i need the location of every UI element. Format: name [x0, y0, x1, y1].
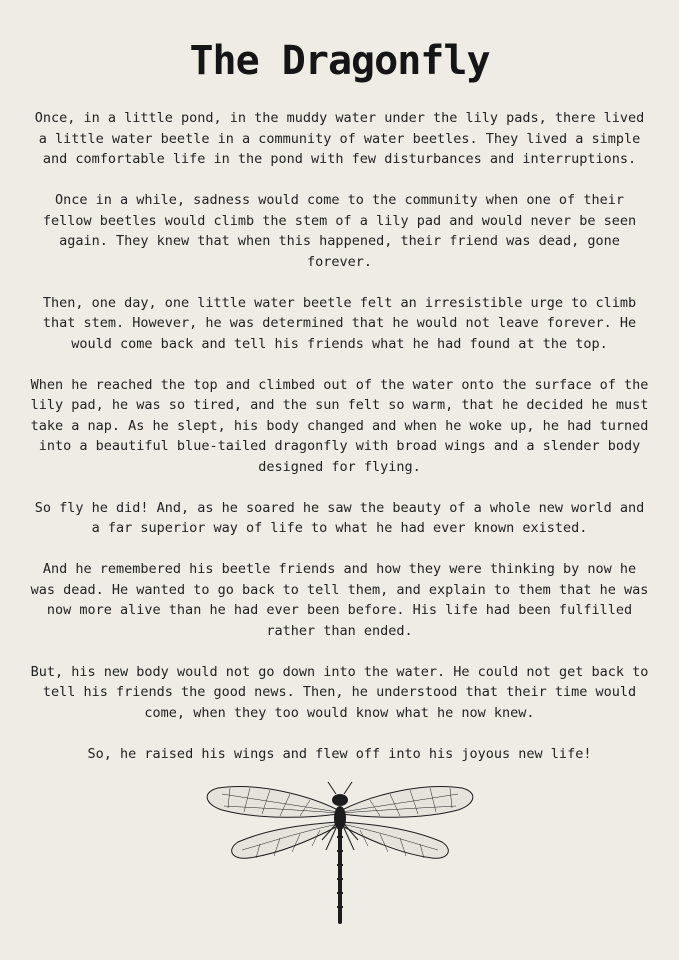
paragraph-1: Once, in a little pond, in the muddy water under the lily pads, there lived a little water beetle in a community of water beetles. They lived a simple and comfortable life in the pond with few disturbances and interruptions.	[34, 110, 645, 167]
page-title: The Dragonfly	[189, 38, 490, 84]
story-body	[30, 108, 649, 785]
paragraph-2: Once in a while, sadness would come to the community when one of their fellow beetles would climb the stem of a lily pad and would never be seen again. They knew that when this happened, their friend was dead, gone forever.	[42, 192, 637, 270]
paragraph-6: And he remembered his beetle friends and how they were thinking by now he was dead. He wanted to go back to tell them, and explain to them that he was now more alive than he had ever been before. His life had been fulfilled rather than ended.	[30, 561, 649, 639]
paragraph-3: Then, one day, one little water beetle felt an irresistible urge to climb that stem. However, he was determined that he would not leave forever. He would come back and tell his friends what he had found at the top.	[42, 294, 637, 352]
dragonfly-icon	[200, 780, 480, 930]
paragraph-8: So, he raised his wings and flew off into his joyous new life!	[87, 745, 592, 762]
paragraph-7: But, his new body would not go down into the water. He could not get back to tell his friends the good news. Then, he understood that their time would come, when they too would know what he now knew.	[30, 663, 649, 721]
paragraph-5: So fly he did! And, as he soared he saw the beauty of a whole new world and a far superior way of life to what he had ever known existed.	[34, 499, 645, 536]
paragraph-4: When he reached the top and climbed out of the water onto the surface of the lily pad, he was so tired, and the sun felt so warm, that he decided he must take a nap. As he slept, his body changed and when he woke up, he had turned into a beautiful blue-tailed dragonfly with broad wings and a slender body designed for flying.	[30, 376, 649, 475]
